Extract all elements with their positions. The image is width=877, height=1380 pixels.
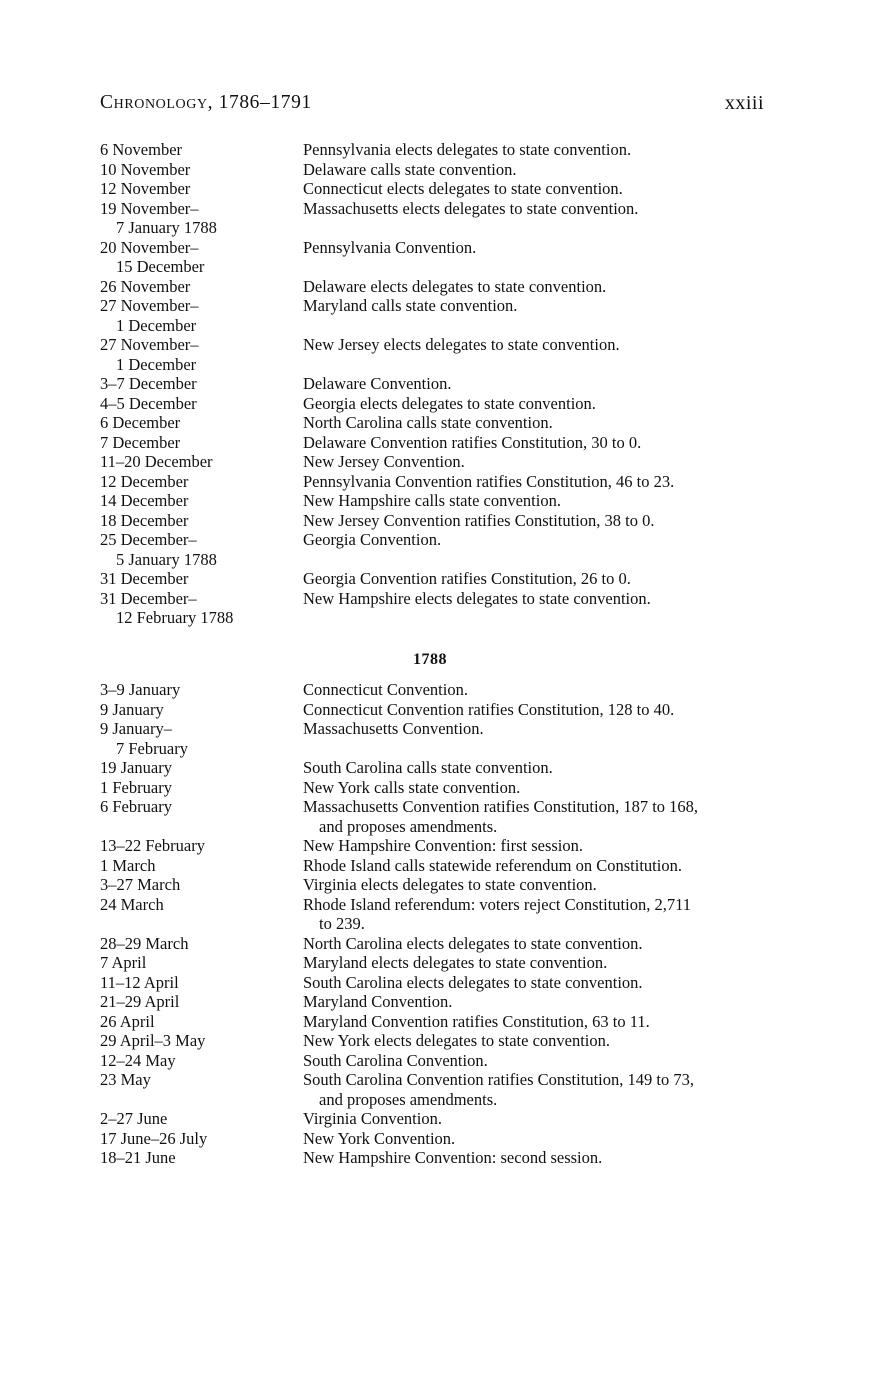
entry-event [303, 179, 780, 199]
entry-date [100, 491, 303, 511]
entry-date [100, 758, 303, 778]
entry-date [100, 700, 303, 720]
entry-event [303, 433, 780, 453]
entry-date [100, 296, 303, 335]
entry-event-line: Delaware elects delegates to state convention. [303, 276, 607, 296]
chronology-entry [100, 895, 780, 934]
entry-date-line: 10 November [100, 159, 191, 179]
entry-event [303, 836, 780, 856]
entry-event [303, 296, 780, 316]
entry-event [303, 491, 780, 511]
entry-event [303, 1012, 780, 1032]
entry-event [303, 472, 780, 492]
entry-date-line: 12–24 May [100, 1050, 176, 1070]
chronology-entry [100, 394, 780, 414]
entry-date [100, 836, 303, 856]
entry-date [100, 433, 303, 453]
entry-date [100, 875, 303, 895]
entry-date [100, 856, 303, 876]
chronology-entry [100, 1148, 780, 1168]
entry-date-line: 27 November– [100, 335, 199, 354]
entry-date-line: 3–7 December [100, 374, 197, 393]
entry-event [303, 1070, 780, 1109]
chronology-1788 [100, 680, 780, 1168]
entry-date [100, 934, 303, 954]
chronology-entry [100, 680, 780, 700]
entry-date [100, 1109, 303, 1129]
entry-date-line: 31 December– [100, 588, 197, 608]
entry-date-line: 13–22 February [100, 836, 205, 855]
entry-event [303, 413, 780, 433]
chronology-entry [100, 1070, 780, 1109]
chronology-entry [100, 836, 780, 856]
entry-date-line: 3–9 January [100, 680, 181, 699]
entry-date-line: 6 February [100, 797, 172, 816]
entry-event [303, 953, 780, 973]
entry-date [100, 1051, 303, 1071]
entry-date [100, 335, 303, 374]
entry-date-line: 26 April [100, 1011, 155, 1031]
chronology-entry [100, 797, 780, 836]
entry-event [303, 374, 780, 394]
chronology-entry [100, 1012, 780, 1032]
entry-event-line: New Jersey Convention. [303, 452, 465, 471]
entry-event [303, 1148, 780, 1168]
chronology-entry [100, 953, 780, 973]
chronology-entry [100, 413, 780, 433]
entry-event-line: Georgia elects delegates to state convention. [303, 393, 596, 413]
entry-event [303, 680, 780, 700]
entry-event-line: New York elects delegates to state convention. [303, 1031, 611, 1050]
entry-date-line: 12 December [100, 471, 189, 491]
chronology-entry [100, 374, 780, 394]
entry-date [100, 1070, 303, 1090]
entry-date-line: 9 January– [100, 719, 172, 738]
entry-event [303, 140, 780, 160]
entry-event-line: South Carolina Convention ratifies Constitution, 149 to 73, [303, 1070, 694, 1089]
entry-event [303, 511, 780, 531]
entry-date-line: 1 February [100, 777, 172, 797]
entry-event [303, 700, 780, 720]
entry-date [100, 179, 303, 199]
entry-event [303, 452, 780, 472]
entry-event-line: to 239. [319, 914, 365, 933]
chronology-entry [100, 1129, 780, 1149]
entry-date-line: 27 November– [100, 296, 199, 315]
entry-event [303, 875, 780, 895]
entry-event [303, 1051, 780, 1071]
entry-event-line: Connecticut elects delegates to state convention. [303, 179, 623, 198]
entry-event [303, 856, 780, 876]
chronology-entry [100, 1109, 780, 1129]
entry-date [100, 680, 303, 700]
entry-date [100, 895, 303, 915]
chronology-entry [100, 179, 780, 199]
chronology-entry [100, 530, 780, 569]
entry-event-line: Virginia Convention. [303, 1109, 442, 1128]
chronology-entry [100, 700, 780, 720]
entry-event-line: Pennsylvania Convention. [303, 237, 477, 257]
entry-event [303, 1109, 780, 1129]
entry-date-line: 1 March [100, 855, 156, 875]
entry-event [303, 719, 780, 739]
entry-event [303, 530, 780, 550]
entry-date-line: 17 June–26 July [100, 1128, 208, 1148]
entry-event-line: Rhode Island calls statewide referendum on Constitution. [303, 855, 682, 875]
entry-date-line: 7 February [116, 738, 188, 758]
entry-date-line: 31 December [100, 569, 189, 588]
entry-date-line: 23 May [100, 1070, 151, 1089]
entry-event-line: Maryland Convention ratifies Constitution, 63 to 11. [303, 1011, 650, 1031]
chronology-entry [100, 296, 780, 335]
entry-event [303, 199, 780, 219]
entry-date-line: 26 November [100, 276, 191, 296]
year-heading-1788: 1788 [413, 651, 447, 668]
entry-event [303, 569, 780, 589]
entry-date [100, 199, 303, 238]
chronology-entry [100, 856, 780, 876]
entry-date-line: 19 November– [100, 198, 199, 218]
chronology-entry [100, 491, 780, 511]
chronology-entry [100, 511, 780, 531]
chronology-entry [100, 875, 780, 895]
entry-date-line: 20 November– [100, 237, 199, 257]
entry-event-line: Delaware Convention ratifies Constitution, 30 to 0. [303, 432, 642, 452]
entry-date [100, 140, 303, 160]
entry-date [100, 1129, 303, 1149]
entry-event-line: South Carolina calls state convention. [303, 758, 553, 777]
entry-date [100, 797, 303, 817]
entry-date [100, 1148, 303, 1168]
chronology-entry [100, 452, 780, 472]
entry-date [100, 452, 303, 472]
entry-date [100, 277, 303, 297]
page-number: xxiii [724, 92, 764, 114]
entry-event-line: Massachusetts elects delegates to state convention. [303, 198, 639, 218]
chronology-entry [100, 569, 780, 589]
entry-date [100, 394, 303, 414]
entry-date-line: 15 December [116, 257, 205, 276]
entry-date-line: 7 January 1788 [116, 218, 217, 237]
entry-date [100, 374, 303, 394]
entry-date-line: 5 January 1788 [116, 549, 217, 569]
entry-event [303, 1129, 780, 1149]
chronology-entry [100, 934, 780, 954]
entry-event-line: North Carolina calls state convention. [303, 413, 553, 432]
entry-event-line: New York Convention. [303, 1128, 456, 1148]
chronology-entry [100, 973, 780, 993]
entry-date-line: 24 March [100, 894, 164, 914]
entry-event-line: Connecticut Convention. [303, 680, 468, 699]
entry-date-line: 28–29 March [100, 933, 189, 953]
entry-event-line: New York calls state convention. [303, 777, 521, 797]
chronology-entry [100, 238, 780, 277]
running-head [100, 92, 764, 122]
entry-event-line: Massachusetts Convention. [303, 719, 484, 738]
chronology-entry [100, 472, 780, 492]
entry-date [100, 530, 303, 569]
entry-event-line: New Hampshire calls state convention. [303, 491, 561, 510]
entry-event-line: Pennsylvania elects delegates to state convention. [303, 140, 632, 159]
entry-event-line: and proposes amendments. [319, 1089, 498, 1109]
entry-date [100, 569, 303, 589]
entry-event-line: Maryland elects delegates to state convention. [303, 953, 608, 972]
chronology-1787-continued [100, 140, 780, 628]
entry-event-line: Massachusetts Convention ratifies Constitution, 187 to 168, [303, 797, 699, 816]
chronology-entry [100, 1051, 780, 1071]
entry-date-line: 25 December– [100, 530, 197, 549]
chronology-entry [100, 758, 780, 778]
chronology-entry [100, 335, 780, 374]
entry-date [100, 589, 303, 628]
entry-date-line: 1 December [116, 354, 197, 374]
entry-date-line: 18–21 June [100, 1148, 176, 1167]
entry-event-line: Maryland Convention. [303, 992, 453, 1011]
entry-date-line: 3–27 March [100, 875, 181, 894]
entry-date [100, 472, 303, 492]
chronology-entry [100, 433, 780, 453]
chronology-entry [100, 140, 780, 160]
entry-date [100, 1031, 303, 1051]
entry-date-line: 7 December [100, 432, 181, 452]
entry-date [100, 778, 303, 798]
entry-date-line: 21–29 April [100, 992, 180, 1011]
chronology-entry [100, 277, 780, 297]
entry-event-line: Rhode Island referendum: voters reject Constitution, 2,711 [303, 894, 691, 914]
entry-event-line: Virginia elects delegates to state convention. [303, 875, 597, 894]
entry-date [100, 992, 303, 1012]
entry-date-line: 19 January [100, 758, 172, 777]
entry-event [303, 895, 780, 934]
entry-date [100, 973, 303, 993]
entry-event-line: Connecticut Convention ratifies Constitution, 128 to 40. [303, 699, 675, 719]
entry-event-line: New Jersey Convention ratifies Constitution, 38 to 0. [303, 510, 655, 530]
entry-date-line: 4–5 December [100, 393, 197, 413]
entry-event [303, 394, 780, 414]
chronology-entry [100, 992, 780, 1012]
entry-event-line: South Carolina elects delegates to state convention. [303, 972, 643, 992]
entry-event [303, 1031, 780, 1051]
entry-date-line: 12 February 1788 [116, 608, 234, 627]
entry-date-line: 12 November [100, 179, 191, 198]
chronology-entry [100, 1031, 780, 1051]
chronology-entry [100, 199, 780, 238]
entry-event-line: New Hampshire Convention: first session. [303, 836, 584, 855]
entry-event [303, 160, 780, 180]
entry-event-line: and proposes amendments. [319, 816, 498, 836]
entry-event [303, 758, 780, 778]
entry-date-line: 7 April [100, 953, 147, 972]
chronology-entry [100, 589, 780, 628]
entry-date-line: 11–12 April [100, 972, 179, 992]
entry-date-line: 9 January [100, 699, 164, 719]
entry-date-line: 6 December [100, 413, 181, 432]
entry-date-line: 29 April–3 May [100, 1031, 206, 1050]
entry-event [303, 778, 780, 798]
entry-event [303, 238, 780, 258]
entry-date [100, 511, 303, 531]
entry-event [303, 992, 780, 1012]
chronology-entry [100, 778, 780, 798]
entry-event-line: Delaware calls state convention. [303, 159, 517, 179]
entry-date [100, 160, 303, 180]
entry-date [100, 719, 303, 758]
entry-event-line: Maryland calls state convention. [303, 296, 518, 315]
chronology-entry [100, 160, 780, 180]
entry-event-line: New Hampshire elects delegates to state convention. [303, 588, 651, 608]
entry-date [100, 953, 303, 973]
entry-date-line: 11–20 December [100, 452, 213, 471]
entry-event-line: Pennsylvania Convention ratifies Constitution, 46 to 23. [303, 471, 675, 491]
running-title: Chronology, 1786–1791 [100, 92, 312, 113]
entry-event [303, 934, 780, 954]
chronology-entry [100, 719, 780, 758]
entry-event [303, 335, 780, 355]
entry-event-line: Georgia Convention ratifies Constitution, 26 to 0. [303, 569, 631, 588]
entry-event [303, 797, 780, 836]
entry-date-line: 6 November [100, 140, 183, 159]
entry-event-line: North Carolina elects delegates to state convention. [303, 933, 643, 953]
entry-event-line: South Carolina Convention. [303, 1050, 488, 1070]
entry-event [303, 973, 780, 993]
entry-date-line: 18 December [100, 510, 189, 530]
entry-event [303, 589, 780, 609]
entry-date [100, 238, 303, 277]
entry-date-line: 14 December [100, 491, 189, 510]
entry-event [303, 277, 780, 297]
entry-event-line: New Hampshire Convention: second session. [303, 1148, 603, 1167]
entry-event-line: New Jersey elects delegates to state convention. [303, 335, 620, 354]
entry-date-line: 2–27 June [100, 1109, 168, 1128]
entry-date-line: 1 December [116, 315, 197, 335]
entry-date [100, 1012, 303, 1032]
entry-event-line: Delaware Convention. [303, 374, 452, 393]
entry-date [100, 413, 303, 433]
entry-event-line: Georgia Convention. [303, 530, 442, 549]
